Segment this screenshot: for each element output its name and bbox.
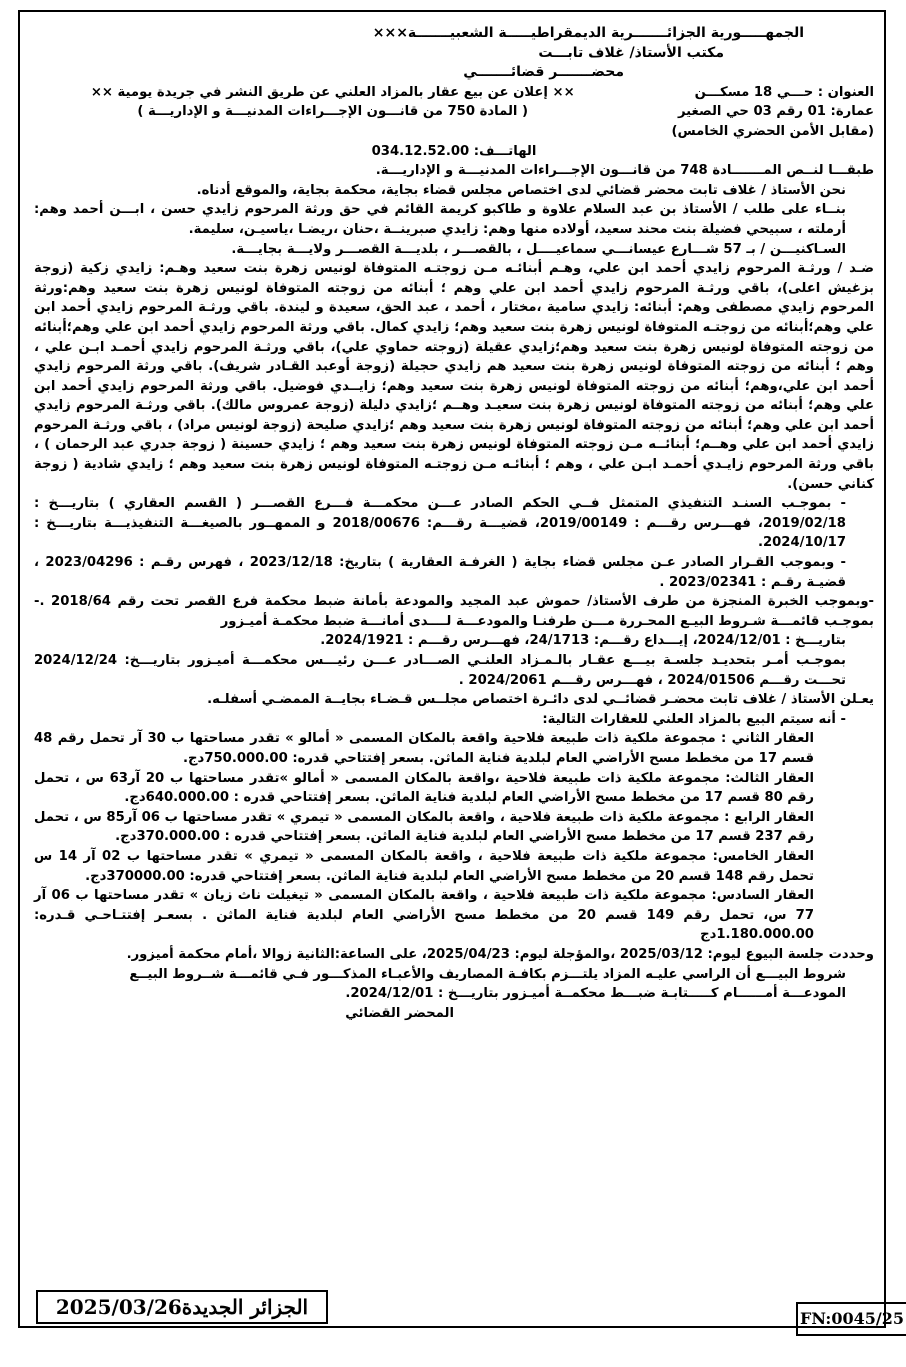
announcement-line-1: ×× إعلان عن بيع عقار بالمزاد العلني عن طريق النشر في جريدة يومية ××: [90, 84, 575, 100]
newspaper-date: الجزائر الجديدة2025/03/26: [36, 1290, 328, 1324]
office-address: [671, 83, 874, 142]
property-item: العقار الثاني : مجموعة ملكية ذات طبيعة فلاحية واقعة بالمكان المسمى « أمالو » تقدر مساحتها ب 30 آر تحمل رقم 48 قسم 17 من مخطط مسح الأراضي العام لبلدية فناية الماثن. بسعر إفتتاحي قدره: 750.000.00دج.: [34, 731, 814, 766]
notice-title: محضـــــــر قضائـــــــي: [463, 64, 624, 81]
document-frame: [18, 10, 904, 1328]
property-item: العقار الرابع : مجموعة ملكية ذات طبيعة فلاحية ، واقعة بالمكان المسمى « تيمري » تقدر مساحتها ب 06 آر85 س ، تحمل رقم 237 قسم 17 من مخطط مسح الأراضي العام لبلدية فناية الماثن. بسعر إفتتاحي قدره : 370.000.00دج.: [34, 809, 814, 845]
paragraph: وحددت جلسة البيوع ليوم: 2025/03/12 ،والمؤجلة ليوم: 2025/04/23، على الساعة:الثانية زوالا ،أمام محكمة أميزور.: [126, 946, 874, 962]
address-line-1: العنوان : حـــي 18 مسكـــن: [694, 84, 874, 100]
office-name: مكتب الأستاذ/ غلاف تابـــت: [538, 44, 724, 61]
paragraph: بموجـب أمـر بتحديـد جلسـة بيـــع عقـار بالـمـزاد العلنـي الصـــادر عـــن رئيـــس محكمـــة أميـزور بتاريـــخ: 2024/12/24 تحـــت رقـــم 2024/01506 ، فهـــرس رقـــم 2024/2061 .: [34, 653, 846, 688]
paragraph: بتاريـــخ : 2024/12/01، إيـــداع رقـــم: 24/1713، فهـــرس رقـــم : 2024/1921.: [320, 633, 846, 649]
address-block: [34, 83, 874, 142]
paragraph: -وبموجب الخبرة المنجزة من طرف الأستاذ/ حموش عبد المجيد والمودعة بأمانة ضبط محكمة فرع القصر تحت رقم 2018/64 .- بموجـب قائمـــة شـروط البيـع المحـررة مـــن طرفنـا والمودعـــة لــــدى أمانـــة ضبط محكمـة أميـزور: [34, 594, 874, 629]
property-item: العقار الثالث: مجموعة ملكية ذات طبيعة فلاحية ،واقعة بالمكان المسمى « أمالو »تقدر مساحتها ب 20 آر63 س ، تحمل رقم 80 قسم 17 من مخطط مسح الأراضي العام لبلدية فناية الماثن. بسعر إفتتاحي قدره : 640.000.00دج.: [34, 770, 814, 806]
announcement-heading: [34, 83, 671, 142]
paragraph: طبقـــا لنــص المـــــــادة 748 من قانـــون الإجـــراءات المدنيـــة و الإداريـــة.: [375, 163, 874, 179]
paragraph: المودعـــة أمــــــام كـــــتابـة ضبـــط محكمــة أميـزور بتاريـــخ : 2024/12/01.: [345, 986, 846, 1002]
paragraph: - وبموجب القـرار الصادر عـن مجلس قضاء بجاية ( الغرفـة العقارية ) بتاريخ: 2023/12/18 ، فهرس رقـم : 2023/04296 ، قضيـة رقـم : 2023/02341 .: [34, 555, 846, 590]
paragraph: - بموجـب السنـد التنفيذي المتمثل فــي الحكم الصادر عـــن محكمـــة فـــرع القصـــر ( القسم العقاري ) بتاريـــخ : 2019/02/18، فهـــرس رقـــم : 2019/00149، قضيـــة رقـــم: 2018/00676 و الممهــور بالصيغـــة التنفيذيـــة بتاريـــخ : 2024/10/17.: [34, 496, 846, 551]
property-item: العقار الخامس: مجموعة ملكية ذات طبيعة فلاحية ، واقعة بالمكان المسمى « تيمري » تقدر مساحتها ب 02 آر 14 س تحمل رقم 148 قسم 20 من مخطط مسح الأراضي العام لبلدية فناية الماثن. بسعر إفتتاحي قدره: 370000.00دج.: [34, 848, 814, 884]
paragraph: شروط البيـــع أن الراسي عليـه المزاد يلتـــزم بكافـة المصاريف والأعبـاء المذكـــور فـي قائمـــة شــروط البيــع: [129, 966, 846, 982]
republic-header: الجمهـــــورية الجزائـــــــرية الديمقراطيـــــة الشعبيـــــــة×××: [372, 25, 804, 41]
paragraph: - أنه سيتم البيع بالمزاد العلني للعقارات التالية:: [542, 711, 846, 727]
paragraph: السـاكنيـــن / بـ 57 شـــارع عيسانـــي سماعيــــل ، بالقصـــر ، بلديـــة القصـــر ولايـــة بجايـــة.: [231, 241, 846, 257]
reference-number: FN:0045/25: [796, 1302, 906, 1336]
property-item: العقار السادس: مجموعة ملكية ذات طبيعة فلاحية ، واقعة بالمكان المسمى « تيغيلت ناث زيان » تقدر مساحتها ب 06 آر 77 س، تحمل رقم 149 قسم 20 من مخطط مسح الأراضي العام لبلدية فناية الماثن . بسعـر إفتتـاحـي قـدره: 1.180.000.00دج: [34, 888, 815, 943]
announcement-line-2: ( المادة 750 من قانـــون الإجـــراءات المدنيـــة و الإداريـــة ): [137, 104, 529, 120]
address-line-3: (مقابل الأمن الحضري الخامس): [671, 123, 874, 139]
paragraph: ضـد / ورثـة المرحوم زايدي أحمد ابن علي، وهـم أبنائـه مـن زوجتـه المتوفاة لونيس زهرة بنت سعيد وهـم: زايدي زكية (زوجة بزغيش اعلى)، باقي ورثـة المرحوم زايدي أحمد ابن علي وهم ؛ أبنائه من زوجته المتوفاة لونيس زهرة بنت سعيد وهم:ورثة المرحوم زايدي مصطفى وهم: أبنائه: زايدي سامية ،مختار ، أحمد ، عبد الحق، سعيدة و ليندة. باقي ورثـة المرحوم زايدي أحمد ابن علي وهم؛أبنائه من زوجتـه المتوفاة لونيس زهرة بنت سعيد وهم؛ زايدي كمال. باقي ورثة المرحوم زايدي أحمد ابن علي وهم؛أبنائه من زوجته المتوفاة لونيس زهرة بنت سعيد وهم؛زايدي عقيلة (زوجته حماوي علي)، باقي ورثـة المرحوم زايدي أحمـد ابـن علي ، وهم ؛ أبنائه من زوجته المتوفاة لونيس زهرة بنت سعيد هم زايدي حجيلة (زوجة أوعبد القـادر شريف). باقي ورثة المرحوم زايدي أحمد ابن علي،وهم؛ أبنائه من زوجته المتوفاة لونيس زهرة بنت سعيد وهم؛ زايــدي فوضيل. باقي ورثة المرحوم زايدي أحمد ابن علي وهم؛ أبنائه من زوجته المتوفاة لونيس زهرة بنت سعيـد وهــم ؛زايدي دليلة (زوجة عمروس مالك). باقي ورثـة المرحوم زايدي أحمد ابن علي وهم؛ أبنائه من زوجته المتوفاة لونيس زهرة بنت سعيد وهم ؛زايدي صليحة (زوجة لونيس مراد) ، باقي ورثـة المرحوم زايدي أحمد ابن علي وهــم؛ أبنائــه مـن زوجته المتوفاة لونيس زهرة بنت سعيد وهم ؛ زايدي حسينة ( زوجة جدري عبد الرحمان ) ، باقي ورثة المرحوم زايـدي أحمـد ابـن علي ، وهم ؛ أبنائـه مـن زوجتـه المتوفاة لونيس زهرة بنت سعيد وهم ؛ زايدي شادية ( زوجة كناني حسن).: [34, 261, 874, 492]
address-line-2: عمارة: 01 رقم 03 حي الصغير: [677, 104, 874, 120]
signature-label: المحضر القضائي: [345, 1005, 454, 1021]
paragraph: يعـلن الأستاذ / غلاف تابت محضـر قضائــي لدى دائـرة اختصاص مجلــس قـضـاء بجايــة الممضـي أسفلـه.: [207, 692, 874, 708]
legal-notice: [34, 24, 874, 1023]
paragraph: بنــاء على طلب / الأستاذ بن عبد السلام علاوة و طاكبو كريمة القائم في حق ورثة المرحوم زايدي حسن ، ابـــن أحمد وهم: أرملته ، سبيحي فضيلة بنت محند سعيد، أولاده منها وهم: زايدي صبرينــة ،حنان ،ريضـا ،ياسيـن، سليمة.: [34, 202, 846, 237]
paragraph: نحن الأستاذ / غلاف تابت محضر قضائي لدى اختصاص مجلس قضاء بجاية، محكمة بجاية، والموقع أدناه.: [196, 182, 846, 198]
phone-number: الهاتـــف: 034.12.52.00: [371, 143, 537, 159]
